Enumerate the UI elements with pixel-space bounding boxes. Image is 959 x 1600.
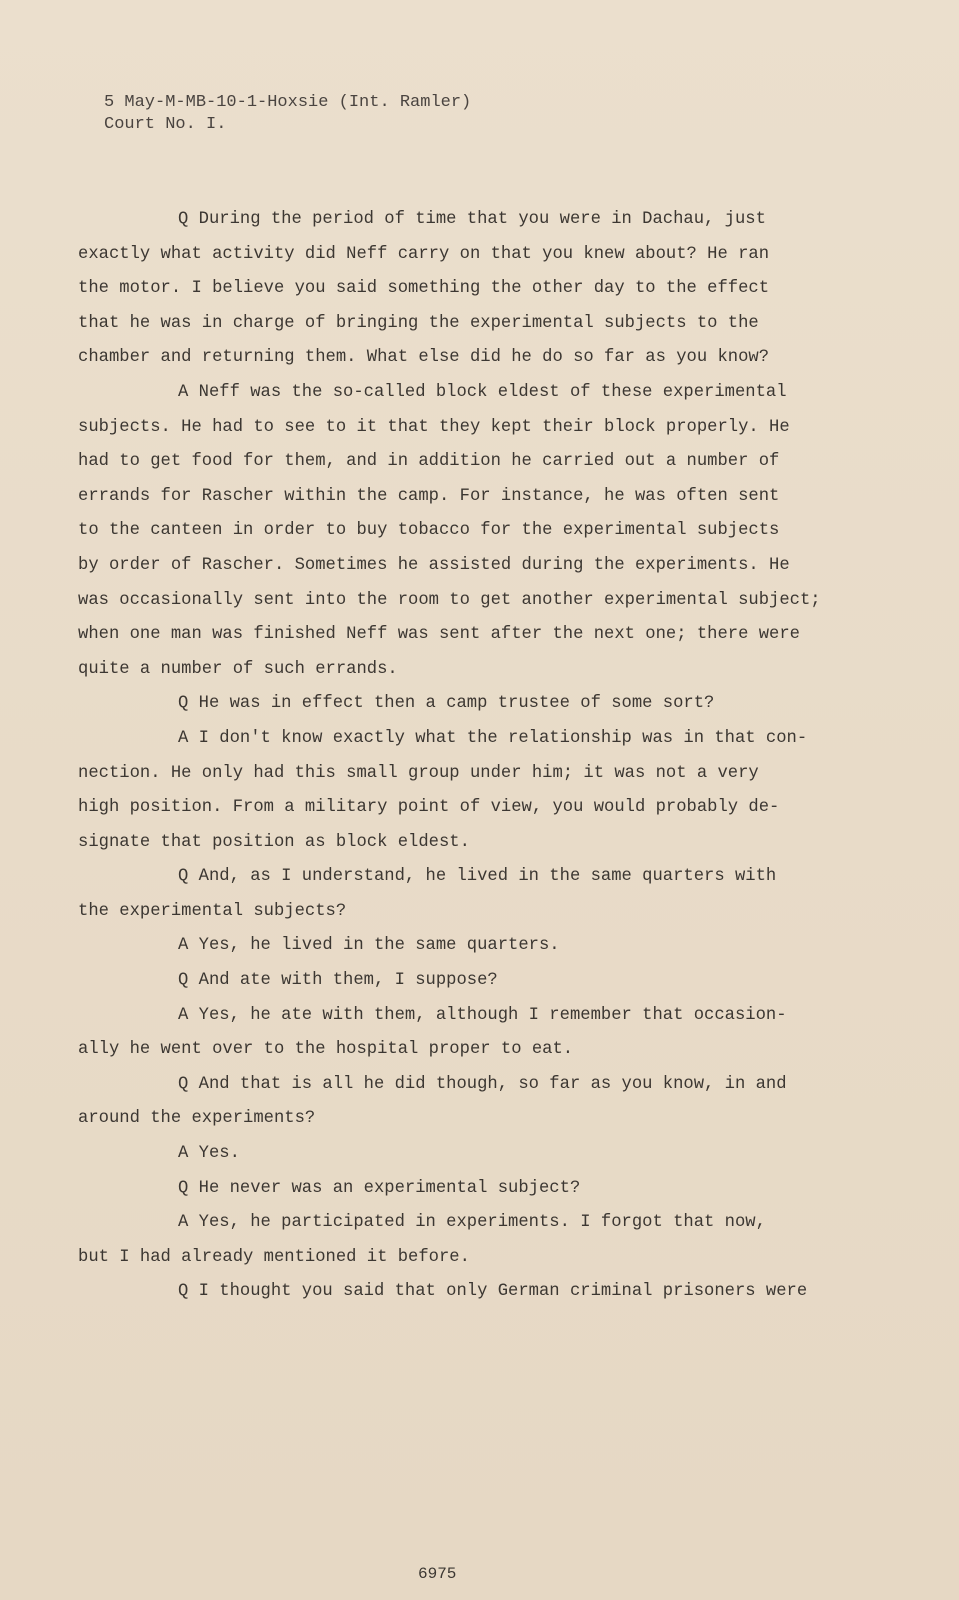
transcript-line: Q During the period of time that you were in Dachau, just xyxy=(178,210,766,229)
transcript-paragraph xyxy=(78,1206,828,1275)
transcript-line: to the canteen in order to buy tobacco for the experimental subjects xyxy=(78,521,780,541)
transcript-line: had to get food for them, and in addition he carried out a number of xyxy=(78,452,780,472)
transcript-line: Q He was in effect then a camp trustee of some sort? xyxy=(178,694,715,714)
transcript-line: by order of Rascher. Sometimes he assisted during the experiments. He xyxy=(78,555,790,575)
transcript-paragraph xyxy=(78,203,828,376)
transcript-line: A Yes, he participated in experiments. I forgot that now, xyxy=(178,1213,766,1233)
transcript-line: ally he went over to the hospital proper to eat. xyxy=(78,1040,574,1060)
transcript-line: the experimental subjects? xyxy=(78,901,347,921)
transcript-paragraph xyxy=(78,929,828,964)
transcript-line: but I had already mentioned it before. xyxy=(78,1247,470,1267)
transcript-line: quite a number of such errands. xyxy=(78,659,398,679)
transcript-paragraph xyxy=(78,999,828,1068)
transcript-line: A I don't know exactly what the relationship was in that con- xyxy=(178,728,808,748)
transcript-paragraph xyxy=(78,860,828,929)
transcript-paragraph xyxy=(78,1068,828,1137)
transcript-line: exactly what activity did Neff carry on that you knew about? He ran xyxy=(78,244,770,264)
transcript-line: the motor. I believe you said something the other day to the effect xyxy=(78,279,770,299)
transcript-line: was occasionally sent into the room to get another experimental subject; xyxy=(78,590,821,610)
transcript-line: nection. He only had this small group under him; it was not a very xyxy=(78,763,759,783)
transcript-line: errands for Rascher within the camp. For instance, he was often sent xyxy=(78,486,780,506)
document-header xyxy=(104,92,471,136)
transcript-line: A Yes, he ate with them, although I remember that occasion- xyxy=(178,1005,787,1025)
transcript-line: Q And that is all he did though, so far as you know, in and xyxy=(178,1074,787,1094)
transcript-paragraph xyxy=(78,687,828,722)
transcript-line: when one man was finished Neff was sent after the next one; there were xyxy=(78,625,800,645)
transcript-line: Q He never was an experimental subject? xyxy=(178,1178,581,1198)
header-session-line: 5 May-M-MB-10-1-Hoxsie (Int. Ramler) xyxy=(104,93,472,112)
header-court-line: Court No. I. xyxy=(104,115,227,134)
page-number: 6975 xyxy=(418,1565,457,1583)
transcript-paragraph xyxy=(78,1172,828,1207)
transcript-line: signate that position as block eldest. xyxy=(78,832,470,852)
transcript-paragraph xyxy=(78,1275,828,1310)
transcript-body xyxy=(78,203,828,1310)
transcript-line: Q And, as I understand, he lived in the same quarters with xyxy=(178,867,777,887)
transcript-line: that he was in charge of bringing the experimental subjects to the xyxy=(78,313,759,333)
transcript-line: high position. From a military point of view, you would probably de- xyxy=(78,798,780,818)
transcript-line: chamber and returning them. What else did he do so far as you know? xyxy=(78,348,770,368)
transcript-paragraph xyxy=(78,376,828,687)
transcript-paragraph xyxy=(78,722,828,860)
transcript-line: Q I thought you said that only German criminal prisoners were xyxy=(178,1282,808,1302)
transcript-line: A Yes, he lived in the same quarters. xyxy=(178,936,560,956)
transcript-line: around the experiments? xyxy=(78,1109,316,1129)
transcript-line: A Yes. xyxy=(178,1144,240,1164)
transcript-paragraph xyxy=(78,964,828,999)
transcript-line: Q And ate with them, I suppose? xyxy=(178,971,498,991)
transcript-paragraph xyxy=(78,1137,828,1172)
transcript-line: A Neff was the so-called block eldest of these experimental xyxy=(178,382,787,402)
transcript-line: subjects. He had to see to it that they kept their block properly. He xyxy=(78,417,790,437)
